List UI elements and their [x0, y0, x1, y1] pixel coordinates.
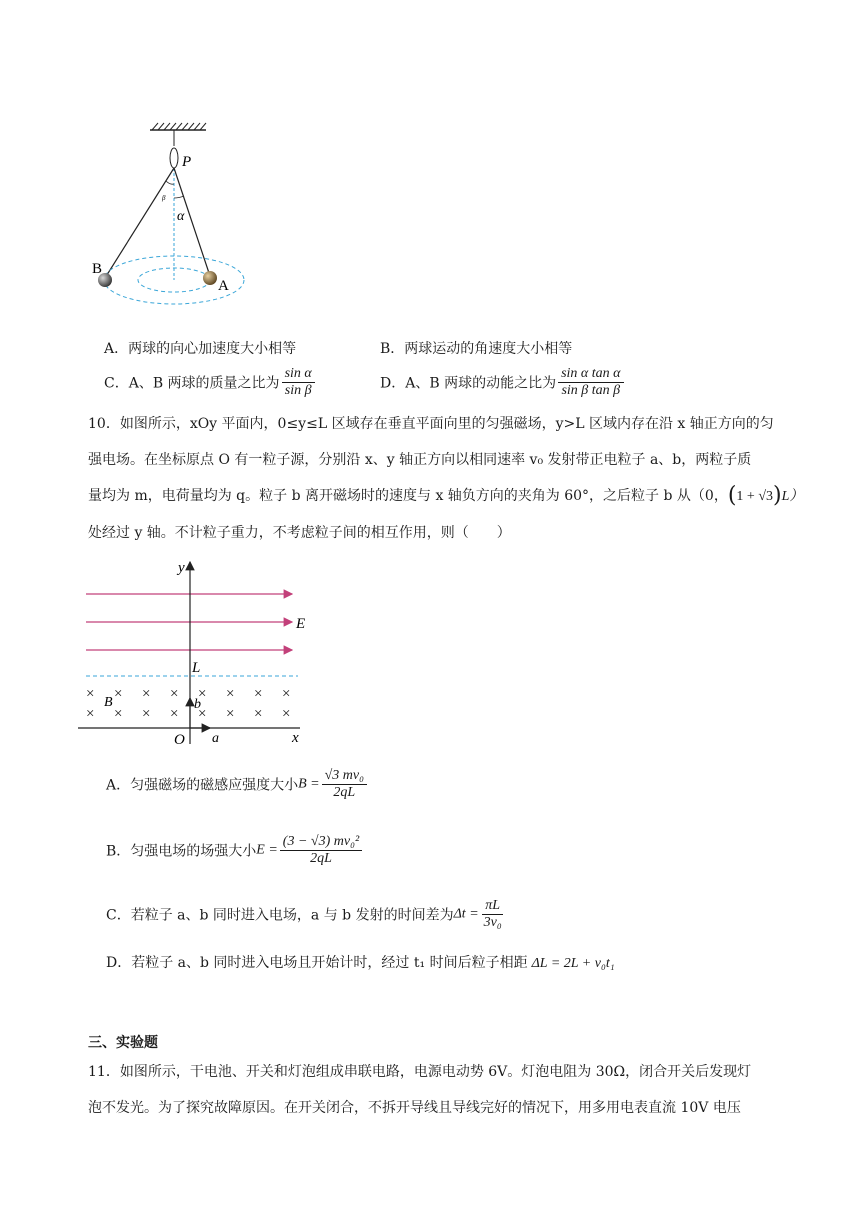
q9-option-d-den: sin β tan β: [561, 383, 621, 398]
label-l: L: [192, 660, 201, 676]
q10-option-c-den: 3v₀: [483, 915, 502, 930]
svg-text:×: ×: [282, 686, 291, 702]
svg-text:×: ×: [86, 706, 95, 722]
alpha-arc: [174, 196, 184, 198]
q10-option-a-fraction: [322, 768, 367, 801]
q10-option-a-prefix: A．匀强磁场的磁感应强度大小: [106, 777, 299, 794]
label-beta: β: [162, 194, 166, 202]
label-b-field: B: [104, 695, 113, 710]
svg-text:×: ×: [198, 706, 207, 722]
label-e: E: [296, 616, 306, 632]
q11-line-2: 泡不发光。为了探究故障原因。在开关闭合，不拆开导线且导线完好的情况下，用多用电表直流 10V 电压: [88, 1100, 741, 1116]
section-title: 三、实验题: [88, 1035, 158, 1051]
magnetic-field-crosses: [86, 686, 290, 722]
q10-line-3-post: L）: [781, 489, 804, 504]
q10-option-b: [106, 834, 362, 867]
q10-option-c: [106, 898, 505, 931]
string-b: [105, 168, 174, 278]
q10-option-a-den: 2qL: [333, 785, 356, 800]
q10-option-c-num: πL: [482, 898, 503, 915]
q9-option-d-fraction: [558, 366, 623, 399]
q10-option-d-prefix: D．若粒子 a、b 同时进入电场且开始计时，经过 t₁ 时间后粒子相距: [106, 955, 528, 971]
q10-option-b-num: (3 − √3) mv₀²: [280, 834, 362, 851]
q10-option-a-lhs: B =: [298, 776, 320, 792]
beta-arc: [166, 181, 174, 184]
q9-option-d-prefix: D．A、B 两球的动能之比为: [380, 375, 557, 392]
svg-text:×: ×: [282, 706, 291, 722]
q10-coordinate: 1 + √3: [736, 489, 774, 504]
label-b: B: [92, 261, 103, 277]
q10-option-a: [106, 768, 367, 801]
q10-option-a-num: √3 mv₀: [322, 768, 367, 785]
ball-a: [203, 271, 217, 285]
label-o: O: [174, 732, 185, 748]
q10-option-b-prefix: B．匀强电场的场强大小: [106, 843, 257, 860]
q10-option-d: [106, 952, 615, 972]
label-a: A: [218, 278, 229, 294]
q10-option-b-lhs: E =: [256, 842, 278, 858]
q10-line-2: 强电场。在坐标原点 O 有一粒子源，分别沿 x、y 轴正方向以相同速率 v₀ 发射带正电粒子 a、b，两粒子质: [88, 452, 752, 468]
q9-option-c-den: sin β: [284, 383, 312, 398]
q10-stem: [88, 406, 808, 551]
q10-option-c-prefix: C．若粒子 a、b 同时进入电场，a 与 b 发射的时间差为: [106, 907, 454, 924]
label-a-particle: a: [212, 731, 219, 746]
ceiling-hatch: [152, 123, 206, 130]
q9-option-a: A．两球的向心加速度大小相等: [104, 341, 297, 357]
svg-text:×: ×: [226, 686, 235, 702]
field-figure: [74, 558, 324, 748]
q9-option-d-num: sin α tan α: [558, 366, 623, 383]
q10-option-c-lhs: Δt =: [453, 906, 479, 922]
label-x: x: [292, 730, 299, 746]
q10-option-c-fraction: [481, 898, 505, 931]
label-y: y: [178, 560, 185, 576]
ring-p: [170, 148, 178, 168]
q10-line-1: 10．如图所示，xOy 平面内，0≤y≤L 区域存在垂直平面向里的匀强磁场，y>L 区域内存在沿 x 轴正方向的匀: [88, 416, 774, 432]
conical-pendulum-figure: [80, 118, 260, 308]
q10-line-3-pre: 量均为 m，电荷量均为 q。粒子 b 离开磁场时的速度与 x 轴负方向的夹角为 60°，之后粒子 b 从（0，: [88, 488, 728, 504]
label-b-particle: b: [194, 697, 201, 712]
q9-option-c: [104, 366, 315, 399]
q9-option-d: [380, 366, 624, 399]
svg-text:×: ×: [142, 686, 151, 702]
label-alpha: α: [177, 209, 185, 224]
q10-option-b-den: 2qL: [310, 851, 332, 866]
q9-option-c-fraction: [282, 366, 315, 399]
q10-line-3: 量均为 m，电荷量均为 q。粒子 b 离开磁场时的速度与 x 轴负方向的夹角为 60°，之后粒子 b 从（0，(1 + √3)L）: [88, 483, 804, 508]
q9-option-c-prefix: C．A、B 两球的质量之比为: [104, 375, 280, 392]
svg-text:×: ×: [254, 686, 263, 702]
svg-text:×: ×: [226, 706, 235, 722]
svg-text:×: ×: [170, 686, 179, 702]
svg-text:×: ×: [114, 686, 123, 702]
svg-text:×: ×: [170, 706, 179, 722]
q11-line-1: 11．如图所示，干电池、开关和灯泡组成串联电路，电源电动势 6V。灯泡电阻为 30Ω，闭合开关后发现灯: [88, 1064, 752, 1080]
svg-text:×: ×: [86, 686, 95, 702]
svg-text:×: ×: [254, 706, 263, 722]
q11-stem: [88, 1054, 808, 1126]
svg-text:×: ×: [114, 706, 123, 722]
svg-text:×: ×: [198, 686, 207, 702]
svg-text:×: ×: [142, 706, 151, 722]
label-p: P: [182, 154, 192, 170]
q9-option-c-num: sin α: [282, 366, 315, 383]
q10-line-4: 处经过 y 轴。不计粒子重力，不考虑粒子间的相互作用，则（ ）: [88, 525, 511, 541]
q10-option-d-expr: ΔL = 2L + v₀t₁: [531, 956, 615, 971]
q9-option-b: B．两球运动的角速度大小相等: [380, 341, 573, 357]
q10-option-b-fraction: [280, 834, 362, 867]
